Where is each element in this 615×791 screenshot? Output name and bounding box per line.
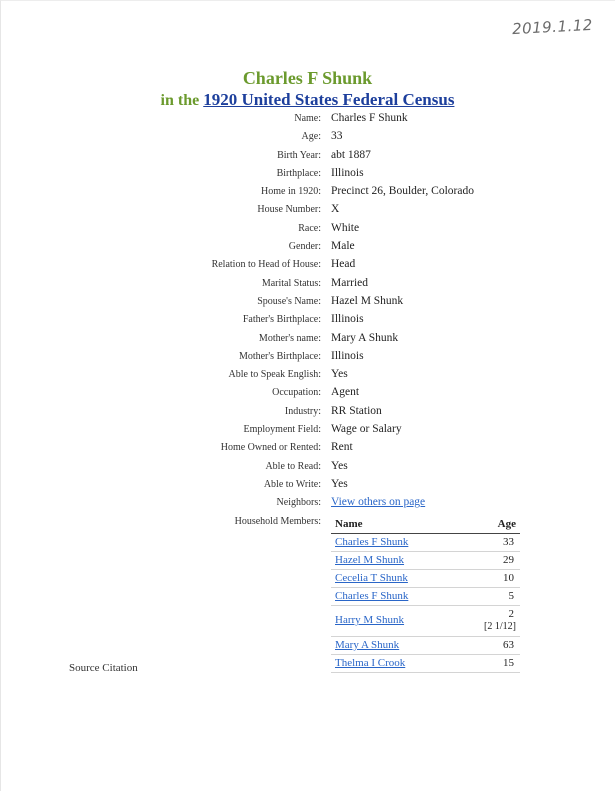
record-row-birthplace	[0, 166, 615, 184]
household-members-table	[331, 517, 520, 673]
record-value: Yes	[331, 477, 348, 490]
household-member-row	[331, 655, 520, 673]
member-name-link[interactable]: Hazel M Shunk	[335, 554, 405, 566]
record-label: Home in 1920:	[261, 186, 321, 198]
household-member-row	[331, 552, 520, 570]
record-value: X	[331, 203, 340, 216]
record-row-employment-field	[0, 422, 615, 440]
record-row-mother-name	[0, 331, 615, 349]
record-label: Name:	[294, 113, 321, 124]
household-member-row	[331, 637, 520, 655]
record-value: Yes	[331, 368, 348, 381]
member-age: 15	[503, 657, 514, 669]
record-label: Able to Read:	[265, 460, 321, 472]
record-label: Birthplace:	[276, 167, 321, 179]
member-age: 5	[508, 590, 514, 602]
record-row-able-to-read	[0, 459, 615, 477]
source-citation-label[interactable]: Source Citation	[69, 662, 138, 674]
household-member-row	[331, 606, 520, 637]
record-row-home-owned	[0, 440, 615, 458]
record-row-industry	[0, 404, 615, 422]
record-value: Illinois	[331, 349, 364, 362]
record-label: Race:	[298, 222, 321, 234]
record-label: Occupation:	[272, 387, 321, 399]
record-row-speak-english	[0, 367, 615, 385]
record-label: Neighbors:	[276, 497, 321, 509]
handwritten-date: 2019.1.12	[511, 15, 594, 39]
record-value: Illinois	[331, 166, 364, 179]
record-label: Relation to Head of House:	[211, 259, 321, 271]
record-label: Mother's Birthplace:	[238, 350, 321, 362]
page-title: Charles F Shunk	[242, 68, 373, 88]
record-label: Employment Field:	[243, 424, 321, 436]
record-label: Marital Status:	[261, 277, 321, 289]
record-value: Yes	[331, 459, 348, 472]
column-header-age: Age	[497, 518, 516, 530]
column-header-name: Name	[335, 518, 363, 530]
member-age: 29	[503, 554, 514, 566]
record-row-race	[0, 221, 615, 239]
record-label: Gender:	[288, 241, 321, 253]
record-row-able-to-write	[0, 477, 615, 495]
record-row-age	[0, 129, 615, 147]
record-row-birth-year	[0, 148, 615, 166]
record-row-gender	[0, 239, 615, 257]
record-label: Home Owned or Rented:	[220, 442, 321, 454]
census-collection-link[interactable]: 1920 United States Federal Census	[203, 90, 455, 109]
record-row-occupation	[0, 385, 615, 403]
record-value: Rent	[331, 441, 353, 454]
subtitle-prefix: in the	[160, 92, 200, 109]
record-value: Hazel M Shunk	[331, 294, 404, 307]
member-age-detail: [2 1/12]	[484, 621, 516, 632]
household-member-row	[331, 534, 520, 552]
record-label: House Number:	[257, 204, 321, 216]
record-row-house-number	[0, 202, 615, 220]
record-label: Industry:	[284, 405, 321, 417]
record-label: Able to Write:	[263, 478, 321, 490]
record-label: Birth Year:	[277, 149, 321, 161]
record-row-spouse	[0, 294, 615, 312]
household-member-row	[331, 570, 520, 588]
record-row-mother-birthplace	[0, 349, 615, 367]
member-name-link[interactable]: Mary A Shunk	[335, 639, 400, 651]
record-row-father-birthplace	[0, 312, 615, 330]
member-name-link[interactable]: Cecelia T Shunk	[335, 572, 408, 584]
record-details	[0, 111, 615, 532]
view-neighbors-link[interactable]: View others on page	[331, 496, 426, 509]
record-value: Precinct 26, Boulder, Colorado	[331, 185, 474, 198]
member-age: 2	[508, 608, 514, 620]
record-value: Head	[331, 258, 356, 271]
record-label: Mother's name:	[258, 332, 321, 344]
member-name-link[interactable]: Thelma I Crook	[335, 657, 406, 669]
member-name-link[interactable]: Charles F Shunk	[335, 590, 409, 602]
record-row-household-members	[0, 514, 615, 532]
member-age: 63	[503, 639, 514, 651]
record-value: Married	[331, 276, 369, 289]
record-row-relation	[0, 257, 615, 275]
record-label: Able to Speak English:	[228, 369, 321, 381]
record-label: Household Members:	[234, 515, 321, 527]
record-value: RR Station	[331, 404, 382, 417]
member-age: 33	[503, 536, 514, 548]
household-table-header	[331, 517, 520, 534]
record-value: Mary A Shunk	[331, 331, 399, 344]
record-value: Wage or Salary	[331, 423, 402, 436]
record-value: Illinois	[331, 313, 364, 326]
record-row-marital-status	[0, 276, 615, 294]
record-row-home	[0, 184, 615, 202]
record-value: abt 1887	[331, 148, 371, 161]
household-member-row	[331, 588, 520, 606]
record-label: Spouse's Name:	[257, 295, 321, 307]
member-age: 10	[503, 572, 514, 584]
record-value: Male	[331, 240, 355, 253]
record-value: 33	[331, 130, 343, 143]
page-subtitle	[0, 90, 615, 110]
record-value: Agent	[331, 386, 360, 399]
record-row-neighbors	[0, 495, 615, 513]
record-label: Age:	[301, 131, 321, 143]
member-name-link[interactable]: Harry M Shunk	[335, 614, 405, 626]
record-value: Charles F Shunk	[331, 112, 408, 124]
member-name-link[interactable]: Charles F Shunk	[335, 536, 409, 548]
record-value: White	[331, 221, 360, 234]
record-row-name	[0, 111, 615, 129]
record-label: Father's Birthplace:	[242, 314, 321, 326]
